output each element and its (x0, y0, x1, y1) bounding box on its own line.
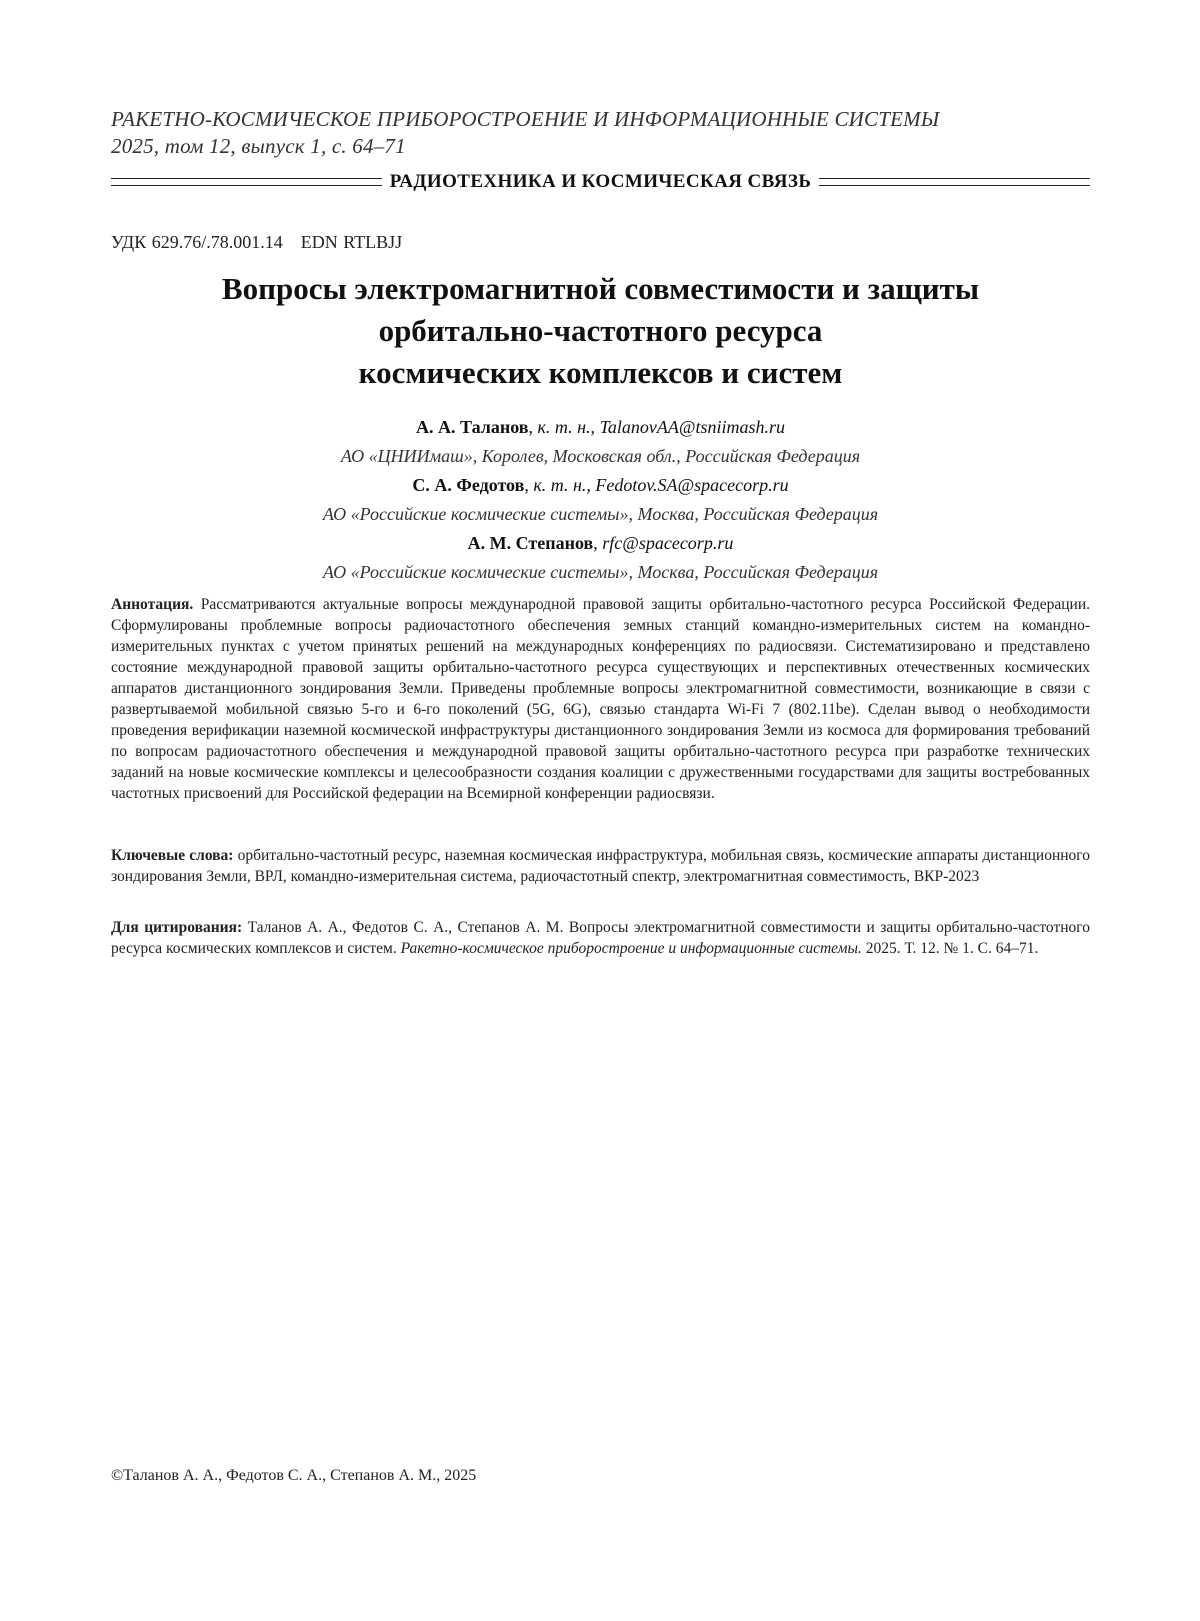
journal-name: РАКЕТНО-КОСМИЧЕСКОЕ ПРИБОРОСТРОЕНИЕ И ИНФОРМАЦИОННЫЕ СИСТЕМЫ (111, 107, 940, 131)
section-rule-left (111, 178, 382, 186)
author-degree: к. т. н., (533, 475, 591, 495)
author-email[interactable]: TalanovAA@tsniimash.ru (599, 417, 785, 437)
author-affiliation: АО «Российские космические системы», Москва, Российская Федерация (322, 562, 879, 582)
abstract-label: Аннотация. (111, 596, 194, 613)
abstract (111, 594, 1090, 804)
citation-details: 2025. Т. 12. № 1. С. 64–71. (865, 940, 1039, 957)
author-affiliation: АО «ЦНИИмаш», Королев, Московская обл., Российская Федерация (340, 446, 861, 466)
journal-header (111, 106, 1090, 160)
keywords-text: орбитально-частотный ресурс, наземная космическая инфраструктура, мобильная связь, космические аппараты дистанционного зондирования Земли, ВРЛ, командно-измерительная система, радиочастотный спектр, электромагнитная совместимость, ВКР-2023 (111, 847, 1091, 885)
udk-code: УДК 629.76/.78.001.14 (111, 232, 283, 252)
copyright-notice: ©Таланов А. А., Федотов С. А., Степанов А. М., 2025 (111, 1467, 477, 1484)
citation-label: Для цитирования: (111, 919, 243, 936)
abstract-text: Рассматриваются актуальные вопросы международной правовой защиты орбитально-частотного ресурса Российской Федерации. Сформулированы проблемные вопросы радиочастотного обеспечения земных станций командно-измерительных систем на командно-измерительных пунктах с учетом принятых решений на международных конференциях по радиосвязи. Систематизировано и представлено состояние международной правовой защиты орбитально-частотного ресурса существующих и перспективных отечественных космических аппаратов дистанционного зондирования Земли. Приведены проблемные вопросы электромагнитной совместимости, возникающие в связи с развертываемой мобильной связью 5-го и 6-го поколений (5G, 6G), связью стандарта Wi-Fi 7 (802.11be). Сделан вывод о необходимости проведения верификации наземной космической инфраструктуры дистанционного зондирования Земли из космоса для формирования требований по вопросам радиочастотного обеспечения и международной правовой защиты орбитально-частотного ресурса при разработке технических заданий на новые космические комплексы и целесообразности создания коалиции с дружественными государствами для защиты востребованных частотных присвоений для Российской федерации на Всемирной конференции радиосвязи. (111, 596, 1090, 802)
section-heading (111, 172, 1090, 192)
author-1: А. А. Таланов, к. т. н., TalanovAA@tsniimash.ru (416, 417, 785, 437)
title-line-1: Вопросы электромагнитной совместимости и защиты (221, 271, 980, 306)
author-email[interactable]: Fedotov.SA@spacecorp.ru (595, 475, 789, 495)
section-rule-right (819, 178, 1090, 186)
citation-journal: Ракетно-космическое приборостроение и информационные системы. (400, 940, 862, 957)
article-first-page (111, 0, 1090, 1621)
keywords-label: Ключевые слова: (111, 847, 234, 864)
article-title (111, 268, 1090, 394)
author-email[interactable]: rfc@spacecorp.ru (602, 533, 734, 553)
author-name: С. А. Федотов (412, 475, 525, 495)
author-name: А. М. Степанов (467, 533, 594, 553)
edn-code: EDN RTLBJJ (300, 232, 403, 252)
author-affiliation: АО «Российские космические системы», Москва, Российская Федерация (322, 504, 879, 524)
author-3: А. М. Степанов, rfc@spacecorp.ru (467, 533, 734, 553)
classification-codes (111, 232, 402, 253)
author-2: С. А. Федотов, к. т. н., Fedotov.SA@spacecorp.ru (412, 475, 789, 495)
title-line-2: орбитально-частотного ресурса (378, 313, 823, 348)
keywords (111, 845, 1090, 887)
author-list (111, 413, 1090, 587)
citation-authors-title: Таланов А. А., Федотов С. А., Степанов А. М. Вопросы электромагнитной совместимости и защиты орбитально-частотного ресурса космических комплексов и систем. (111, 919, 1091, 957)
journal-issue: 2025, том 12, выпуск 1, с. 64–71 (111, 134, 406, 158)
title-line-3: космических комплексов и систем (358, 355, 843, 390)
author-name: А. А. Таланов (416, 417, 529, 437)
section-title: РАДИОТЕХНИКА И КОСМИЧЕСКАЯ СВЯЗЬ (389, 171, 812, 192)
author-degree: к. т. н., (537, 417, 596, 437)
citation (111, 917, 1090, 959)
